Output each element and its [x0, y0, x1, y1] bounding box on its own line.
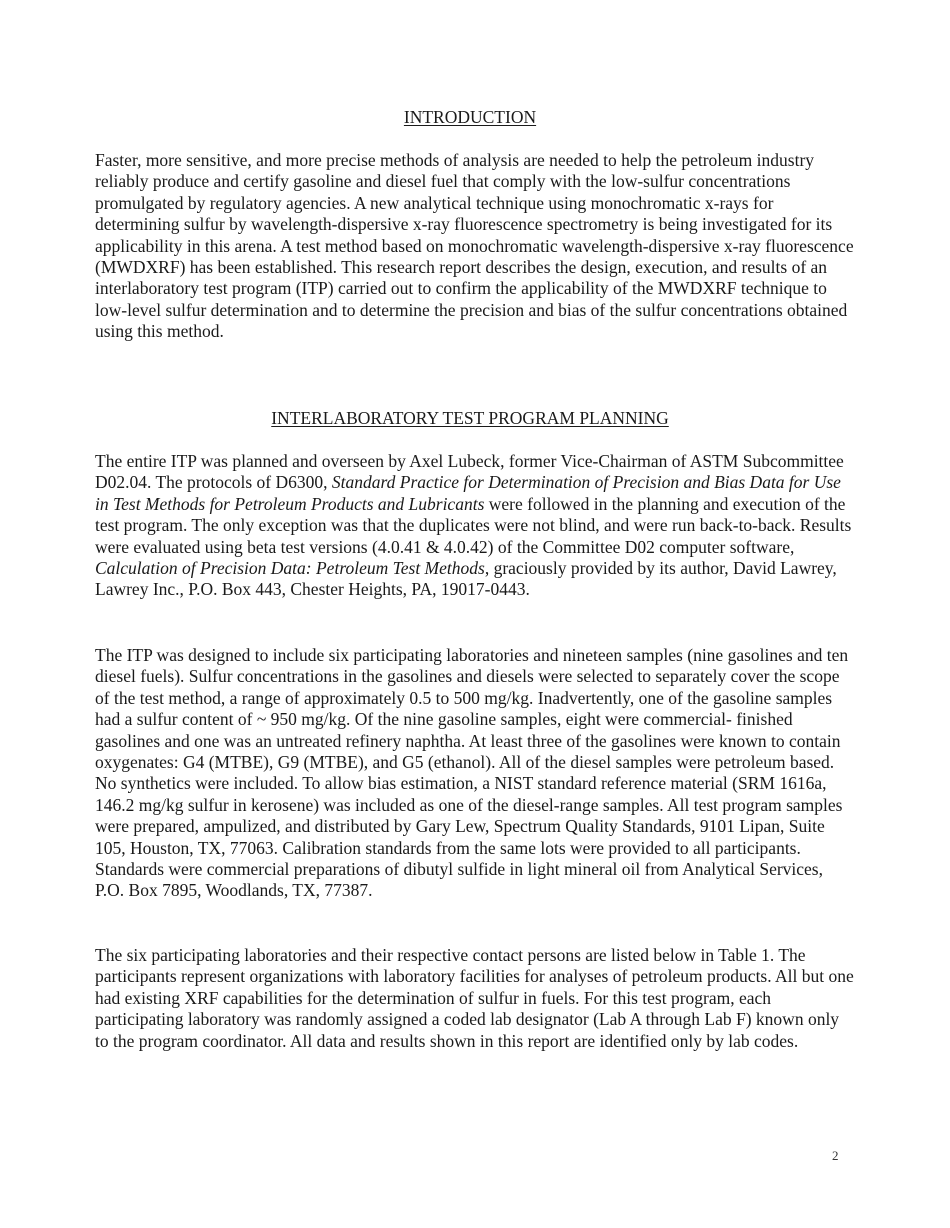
planning-paragraph-3: The six participating laboratories and their respective contact persons are listed below in Table 1. The participants represent organizations with laboratory facilities for analyses of petroleum products. All but one had existing XRF capabilities for the determination of sulfur in fuels. For this test program, each participating laboratory was randomly assigned a coded lab designator (Lab A through Lab F) known only to the program coordinator. All data and results shown in this report are identified only by lab codes. — [95, 945, 854, 1051]
planning-paragraph-2: The ITP was designed to include six participating laboratories and nineteen samples (nine gasolines and ten diesel fuels). Sulfur concentrations in the gasolines and diesels were selected to separately cover the scope of the test method, a range of approximately 0.5 to 500 mg/kg. Inadvertently, one of the gasoline samples had a sulfur content of ~ 950 mg/kg. Of the nine gasoline samples, eight were commercial- finished gasolines and one was an untreated refinery naphtha. At least three of the gasolines were known to contain oxygenates: G4 (MTBE), G9 (MTBE), and G5 (ethanol). All of the diesel samples were petroleum based. No synthetics were included. To allow bias estimation, a NIST standard reference material (SRM 1616a, 146.2 mg/kg sulfur in kerosene) was included as one of the diesel-range samples. All test program samples were prepared, ampulized, and distributed by Gary Lew, Spectrum Quality Standards, 9101 Lipan, Suite 105, Houston, TX, 77063. Calibration standards from the same lots were provided to all participants. Standards were commercial preparations of dibutyl sulfide in light mineral oil from Analytical Services, P.O. Box 7895, Woodlands, TX, 77387. — [95, 645, 849, 901]
planning-paragraph-1 — [95, 451, 855, 601]
planning-p1-italic-title-2: Calculation of Precision Data: Petroleum Test Methods — [95, 558, 485, 579]
planning-p1-text-2: were followed in the planning and execution of the test program. The only exception was that the duplicates were not blind, and were run back-to-back. Results were evaluated using beta test versions (4.0.41 & 4.0.42) of the Committee D02 computer software, — [95, 493, 852, 557]
page-number: 2 — [832, 1148, 839, 1163]
planning-p1-text-3: , graciously provided by its author, David Lawrey, Lawrey Inc., P.O. Box 443, Chester Heights, PA, 19017-0443. — [95, 558, 837, 600]
planning-p1-text-1: The entire ITP was planned and overseen by Axel Lubeck, former Vice-Chairman of ASTM Subcommittee D02.04. The protocols of D6300, — [95, 451, 844, 493]
introduction-paragraph: Faster, more sensitive, and more precise methods of analysis are needed to help the petroleum industry reliably produce and certify gasoline and diesel fuel that comply with the low-sulfur concentrations promulgated by regulatory agencies. A new analytical technique using monochromatic x-rays for determining sulfur by wavelength-dispersive x-ray fluorescence spectrometry is being investigated for its applicability in this arena. A test method based on monochromatic wavelength-dispersive x-ray fluorescence (MWDXRF) has been established. This research report describes the design, execution, and results of an interlaboratory test program (ITP) carried out to confirm the applicability of the MWDXRF technique to low-level sulfur determination and to determine the precision and bias of the sulfur concentrations obtained using this method. — [95, 150, 854, 342]
planning-p1-italic-title-1: Standard Practice for Determination of Precision and Bias Data for Use in Test Methods for Petroleum Products and Lubricants — [95, 472, 841, 514]
introduction-heading: INTRODUCTION — [403, 107, 537, 127]
planning-heading: INTERLABORATORY TEST PROGRAM PLANNING — [271, 408, 669, 428]
